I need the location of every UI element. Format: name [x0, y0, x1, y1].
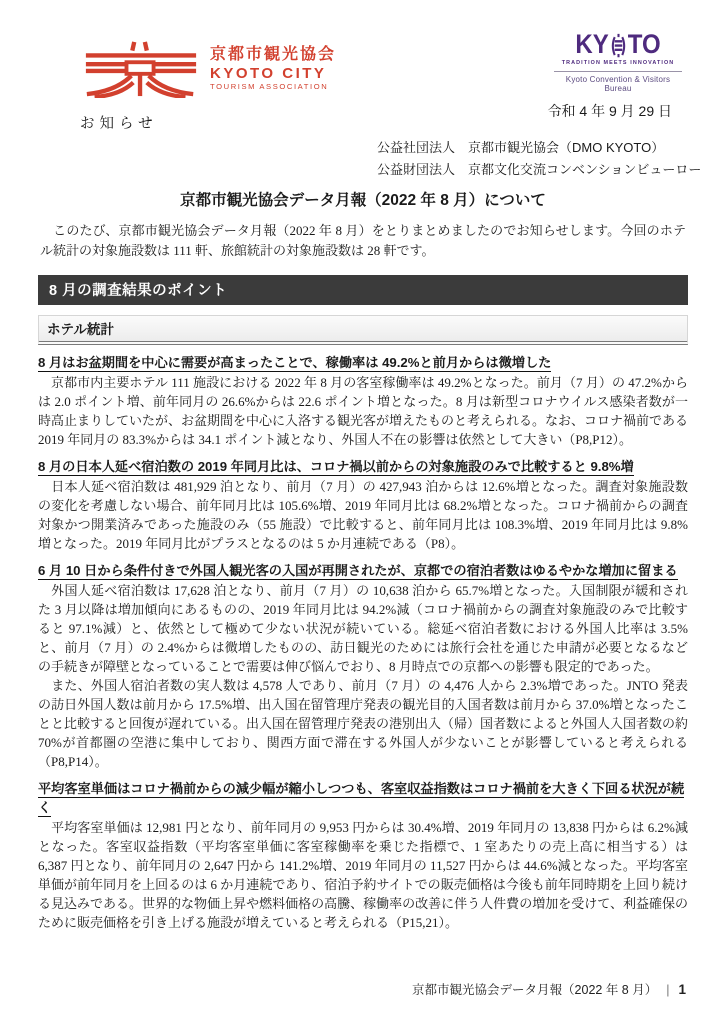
section-paragraph: また、外国人宿泊者数の実人数は 4,578 人であり、前月（7 月）の 4,476 人から 2.3%増であった。JNTO 発表の訪日外国人数は前月から 17.5%増、出入国在留管理庁発表の観光目的入国者数は前月から 37.0%増となったことと比較すると回復が遅れている。出入国在留管理庁発表の港別出入（帰）国者数によると外国人入国者数の約 70%が首都圏の空港に集中しており、関西方面で滞在する外国人が少ないことが影響していると考えられる（P8,P14）。 — [38, 678, 689, 769]
kyoto-kanji-logo-icon — [82, 40, 200, 98]
intro-paragraph: このたび、京都市観光協会データ月報（2022 年 8 月）をとりまとめましたのでお知らせします。今回のホテル統計の対象施設数は 111 軒、旅館統計の対象施設数は 28 軒です。 — [40, 223, 686, 258]
page-title: 京都市観光協会データ月報（2022 年 8 月）について — [180, 192, 546, 209]
section-foreign-guest-nights — [38, 561, 688, 771]
section-paragraph: 京都市内主要ホテル 111 施設における 2022 年 8 月の客室稼働率は 49.2%となった。前月（7 月）の 47.2%からは 2.0 ポイント増、前年同月の 26.6%からは 22.6 ポイント増となった。8 月は新型コロナウイルス感染者数が一時高止まりしていたが、お盆期間を中心に入洛する観光客が増えたものと考えられる。なお、コロナ禍前である 2019 年同月の 83.3%からは 34.1 ポイント減となり、外国人不在の影響は依然として大きい（P8,P12）。 — [38, 375, 689, 447]
footer-separator: | — [666, 983, 670, 997]
document-date: 令和 4 年 9 月 29 日 — [547, 103, 672, 119]
brand-text-left: KY — [575, 29, 609, 60]
logo-en-name-line1: KYOTO CITY — [210, 64, 327, 82]
kyoto-brand-wordmark — [552, 29, 684, 60]
section-banner: 8 月の調査結果のポイント — [38, 275, 688, 305]
subsection-label-hotel-stats: ホテル統計 — [38, 315, 688, 345]
page-footer — [412, 980, 686, 998]
section-japanese-guest-nights — [38, 457, 688, 553]
document-body — [38, 188, 688, 932]
section-heading: 8 月の日本人延べ宿泊数の 2019 年同月比は、コロナ禍以前からの対象施設のみで比較すると 9.8%増 — [38, 459, 634, 474]
kyoto-convention-visitors-bureau-logo — [552, 29, 684, 93]
logo-divider — [554, 71, 682, 72]
lantern-icon — [610, 32, 627, 58]
section-heading: 8 月はお盆期間を中心に需要が高まったことで、稼働率は 49.2%と前月からは微増した — [38, 355, 552, 370]
section-average-daily-rate — [38, 779, 688, 932]
logo-jp-name: 京都市観光協会 — [210, 45, 337, 63]
org-line-1: 公益社団法人 京都市観光協会（DMO KYOTO） — [377, 140, 665, 155]
section-paragraph: 外国人延べ宿泊数は 17,628 泊となり、前月（7 月）の 10,638 泊から 65.7%増となった。入国制限が緩和された 3 月以降は増加傾向にあるものの、2019 年同月比は 94.2%減（コロナ禍前からの調査対象施設のみで比較すると 97.1%減）と、依然として極めて少ない状況が続いている。総延べ宿泊者数における外国人比率は 3.5%と、前月（7 月）の 2.4%からは微増したものの、訪日観光のためには旅行会社を通じた申請が必要となるなどの手続きが障壁となっていることで需要は伸び悩んでおり、8 月時点での京都への影響も限定的であった。 — [38, 583, 688, 674]
section-paragraph: 平均客室単価は 12,981 円となり、前年同月の 9,953 円からは 30.4%増、2019 年同月の 13,838 円からは 6.2%減となった。客室収益指数（平均客室単価に客室稼働率を乗じた指標で、1 室あたりの売上高に相当する）は 6,387 円となり、前年同月の 2,647 円から 141.2%増、2019 年同月の 11,527 円からは 44.6%減となった。平均客室単価が前年同月を上回るのは 6 か月連続であり、宿泊予約サイトでの販売価格は今後も前年同時期を上回り続ける見込みである。世界的な物価上昇や燃料価格の高騰、稼働率の改善に伴う人件費の増加を受けて、利益確保のために販売価格を引き上げる施設が増えていると考えられる（P15,21）。 — [38, 820, 688, 930]
logo-wordmark — [210, 47, 336, 92]
footer-title: 京都市観光協会データ月報（2022 年 8 月） — [412, 983, 658, 997]
section-heading: 6 月 10 日から条件付きで外国人観光客の入国が再開されたが、京都での宿泊者数はゆるやかな増加に留まる — [38, 563, 678, 578]
section-occupancy — [38, 353, 688, 449]
issuing-organizations — [377, 137, 701, 180]
org-line-2: 公益財団法人 京都文化交流コンベンションビューロー — [377, 161, 702, 177]
logo-en-name-line2: TOURISM ASSOCIATION — [210, 82, 329, 92]
section-paragraph: 日本人延べ宿泊数は 481,929 泊となり、前月（7 月）の 427,943 泊からは 12.6%増となった。調査対象施設数の変化を考慮しない場合、前年同月比は 105.6%増、2019 年同月比は 68.2%増となった。コロナ禍前からの調査対象かつ開業済みであった施設のみ（55 施設）で比較すると、前年同月比は 108.3%増、2019 年同月比は 9.8%増となった。2019 年同月比がプラスとなるのは 5 か月連続である（P8）。 — [38, 479, 688, 551]
section-heading: 平均客室単価はコロナ禍前からの減少幅が縮小しつつも、客室収益指数はコロナ禍前を大きく下回る状況が続く — [38, 781, 685, 815]
kyoto-city-tourism-association-logo — [82, 40, 336, 98]
brand-tagline: TRADITION MEETS INNOVATION — [561, 60, 675, 66]
bureau-name: Kyoto Convention & Visitors Bureau — [565, 75, 671, 93]
notice-label: お知らせ — [80, 116, 158, 132]
brand-text-right: TO — [627, 29, 661, 60]
page-number: 1 — [678, 982, 686, 997]
